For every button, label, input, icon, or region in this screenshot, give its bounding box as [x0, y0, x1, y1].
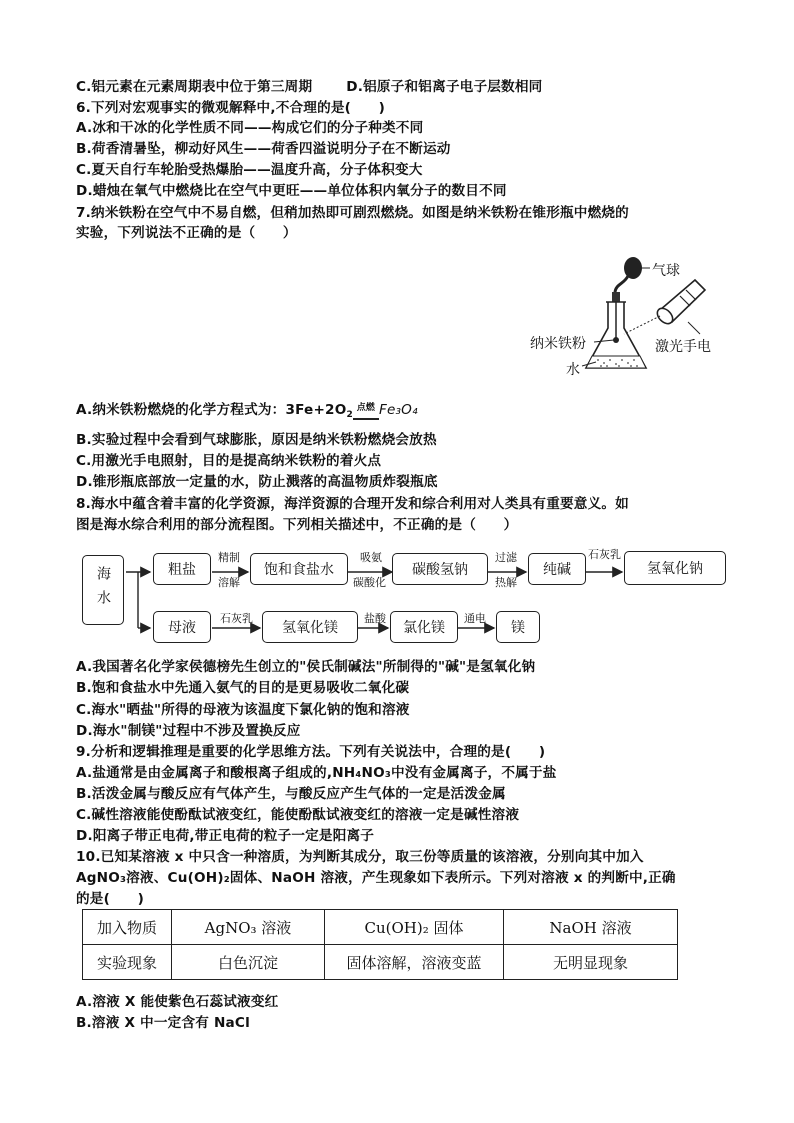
question-10-line3: 的是( ) [76, 891, 145, 907]
q10-option-a: A.溶液 X 能使紫色石蕊试液变红 [76, 994, 279, 1010]
q7-option-a: A.纳米铁粉燃烧的化学方程式为：$3Fe+2O_2$点燃 Fe₃O₄ [76, 398, 418, 425]
table-cell: 无明显现象 [504, 945, 678, 980]
question-10-line2: AgNO₃溶液、Cu(OH)₂固体、NaOH 溶液，产生现象如下表所示。下列对溶液 x 的判断中,正确 [76, 870, 676, 886]
table-cell: 白色沉淀 [172, 945, 325, 980]
arrow-label: 溶解 [218, 576, 240, 589]
laser-flashlight [624, 280, 705, 334]
q9-option-d: D.阳离子带正电荷,带正电荷的粒子一定是阳离子 [76, 828, 375, 844]
arrow-label: 通电 [464, 612, 486, 625]
node-seawater [82, 555, 124, 625]
q7-option-d: D.锥形瓶底部放一定量的水，防止溅落的高温物质炸裂瓶底 [76, 474, 438, 490]
table-cell: NaOH 溶液 [504, 910, 678, 945]
question-7-line1: 7.纳米铁粉在空气中不易自燃，但稍加热即可剧烈燃烧。如图是纳米铁粉在锥形瓶中燃烧的 [76, 205, 629, 221]
question-7-line2: 实验，下列说法不正确的是（ ） [76, 225, 297, 241]
iron-powder-label: 纳米铁粉 [530, 336, 586, 352]
option-text: C.铝元素在元素周期表中位于第三周期 [76, 79, 313, 95]
arrow-label: 过滤 [495, 551, 517, 564]
table-cell: 加入物质 [83, 910, 172, 945]
node-crude-salt: 粗盐 [153, 553, 211, 585]
laser-label: 激光手电 [655, 339, 711, 355]
node-magnesium-hydroxide: 氢氧化镁 [262, 611, 358, 643]
q8-option-c: C.海水"晒盐"所得的母液为该温度下氯化钠的饱和溶液 [76, 702, 410, 718]
node-saturated-brine: 饱和食盐水 [250, 553, 348, 585]
table-row [83, 945, 678, 980]
arrow-label: 盐酸 [364, 612, 386, 625]
question-9: 9.分析和逻辑推理是重要的化学思维方法。下列有关说法中，合理的是( ) [76, 744, 546, 760]
q7-option-c: C.用激光手电照射，目的是提高纳米铁粉的着火点 [76, 453, 382, 469]
q9-option-a: A.盐通常是由金属离子和酸根离子组成的,NH₄NO₃中没有金属离子，不属于盐 [76, 765, 557, 781]
q7-option-b: B.实验过程中会看到气球膨胀，原因是纳米铁粉燃烧会放热 [76, 432, 437, 448]
table-cell: Cu(OH)₂ 固体 [325, 910, 504, 945]
option-6c-line [76, 77, 542, 97]
q6-option-d: D.蜡烛在氧气中燃烧比在空气中更旺——单位体积内氧分子的数目不同 [76, 183, 507, 199]
question-6: 6.下列对宏观事实的微观解释中,不合理的是( ) [76, 100, 386, 116]
q8-option-a: A.我国著名化学家侯德榜先生创立的"侯氏制碱法"所制得的"碱"是氢氧化钠 [76, 659, 536, 675]
reaction-condition: 点燃 [353, 398, 379, 420]
arrow-label: 吸氨 [360, 551, 382, 564]
q9-option-b: B.活泼金属与酸反应有气体产生，与酸反应产生气体的一定是活泼金属 [76, 786, 506, 802]
node-soda-ash: 纯碱 [528, 553, 586, 585]
table-cell: AgNO₃ 溶液 [172, 910, 325, 945]
q6-option-b: B.荷香清暑坠，柳动好风生——荷香四溢说明分子在不断运动 [76, 141, 451, 157]
node-sodium-hydroxide: 氢氧化钠 [624, 551, 726, 585]
arrow-label: 热解 [495, 576, 517, 589]
table-cell: 固体溶解，溶液变蓝 [325, 945, 504, 980]
table-row [83, 910, 678, 945]
q10-option-b: B.溶液 X 中一定含有 NaCl [76, 1015, 250, 1031]
iron-combustion-apparatus [520, 250, 750, 380]
observation-table [82, 909, 678, 980]
node-label: 海水 [95, 566, 111, 614]
balloon-label: 气球 [652, 263, 680, 279]
node-mother-liquor: 母液 [153, 611, 211, 643]
question-8-line2: 图是海水综合利用的部分流程图。下列相关描述中，不正确的是（ ） [76, 517, 518, 533]
question-8-line1: 8.海水中蕴含着丰富的化学资源，海洋资源的合理开发和综合利用对人类具有重要意义。如 [76, 496, 629, 512]
water-label: 水 [566, 362, 580, 378]
product-formula: Fe₃O₄ [378, 402, 418, 418]
node-magnesium-chloride: 氯化镁 [390, 611, 458, 643]
node-sodium-bicarbonate: 碳酸氢钠 [392, 553, 488, 585]
q8-option-d: D.海水"制镁"过程中不涉及置换反应 [76, 723, 301, 739]
q9-option-c: C.碱性溶液能使酚酞试液变红，能使酚酞试液变红的溶液一定是碱性溶液 [76, 807, 520, 823]
arrow-label: 碳酸化 [353, 576, 386, 589]
table-cell: 实验现象 [83, 945, 172, 980]
arrow-label: 石灰乳 [220, 612, 253, 625]
question-10-line1: 10.已知某溶液 x 中只含一种溶质，为判断其成分，取三份等质量的该溶液，分别向其中加入 [76, 849, 644, 865]
q6-option-a: A.冰和干冰的化学性质不同——构成它们的分子种类不同 [76, 120, 424, 136]
arrow-label: 精制 [218, 551, 240, 564]
node-magnesium: 镁 [496, 611, 540, 643]
arrow-label: 石灰乳 [588, 548, 621, 561]
q8-option-b: B.饱和食盐水中先通入氨气的目的是更易吸收二氧化碳 [76, 680, 410, 696]
q6-option-c: C.夏天自行车轮胎受热爆胎——温度升高，分子体积变大 [76, 162, 423, 178]
option-text: D.铝原子和铝离子电子层数相同 [346, 79, 543, 95]
option-text: A.纳米铁粉燃烧的化学方程式为：3Fe+2O [76, 402, 347, 418]
